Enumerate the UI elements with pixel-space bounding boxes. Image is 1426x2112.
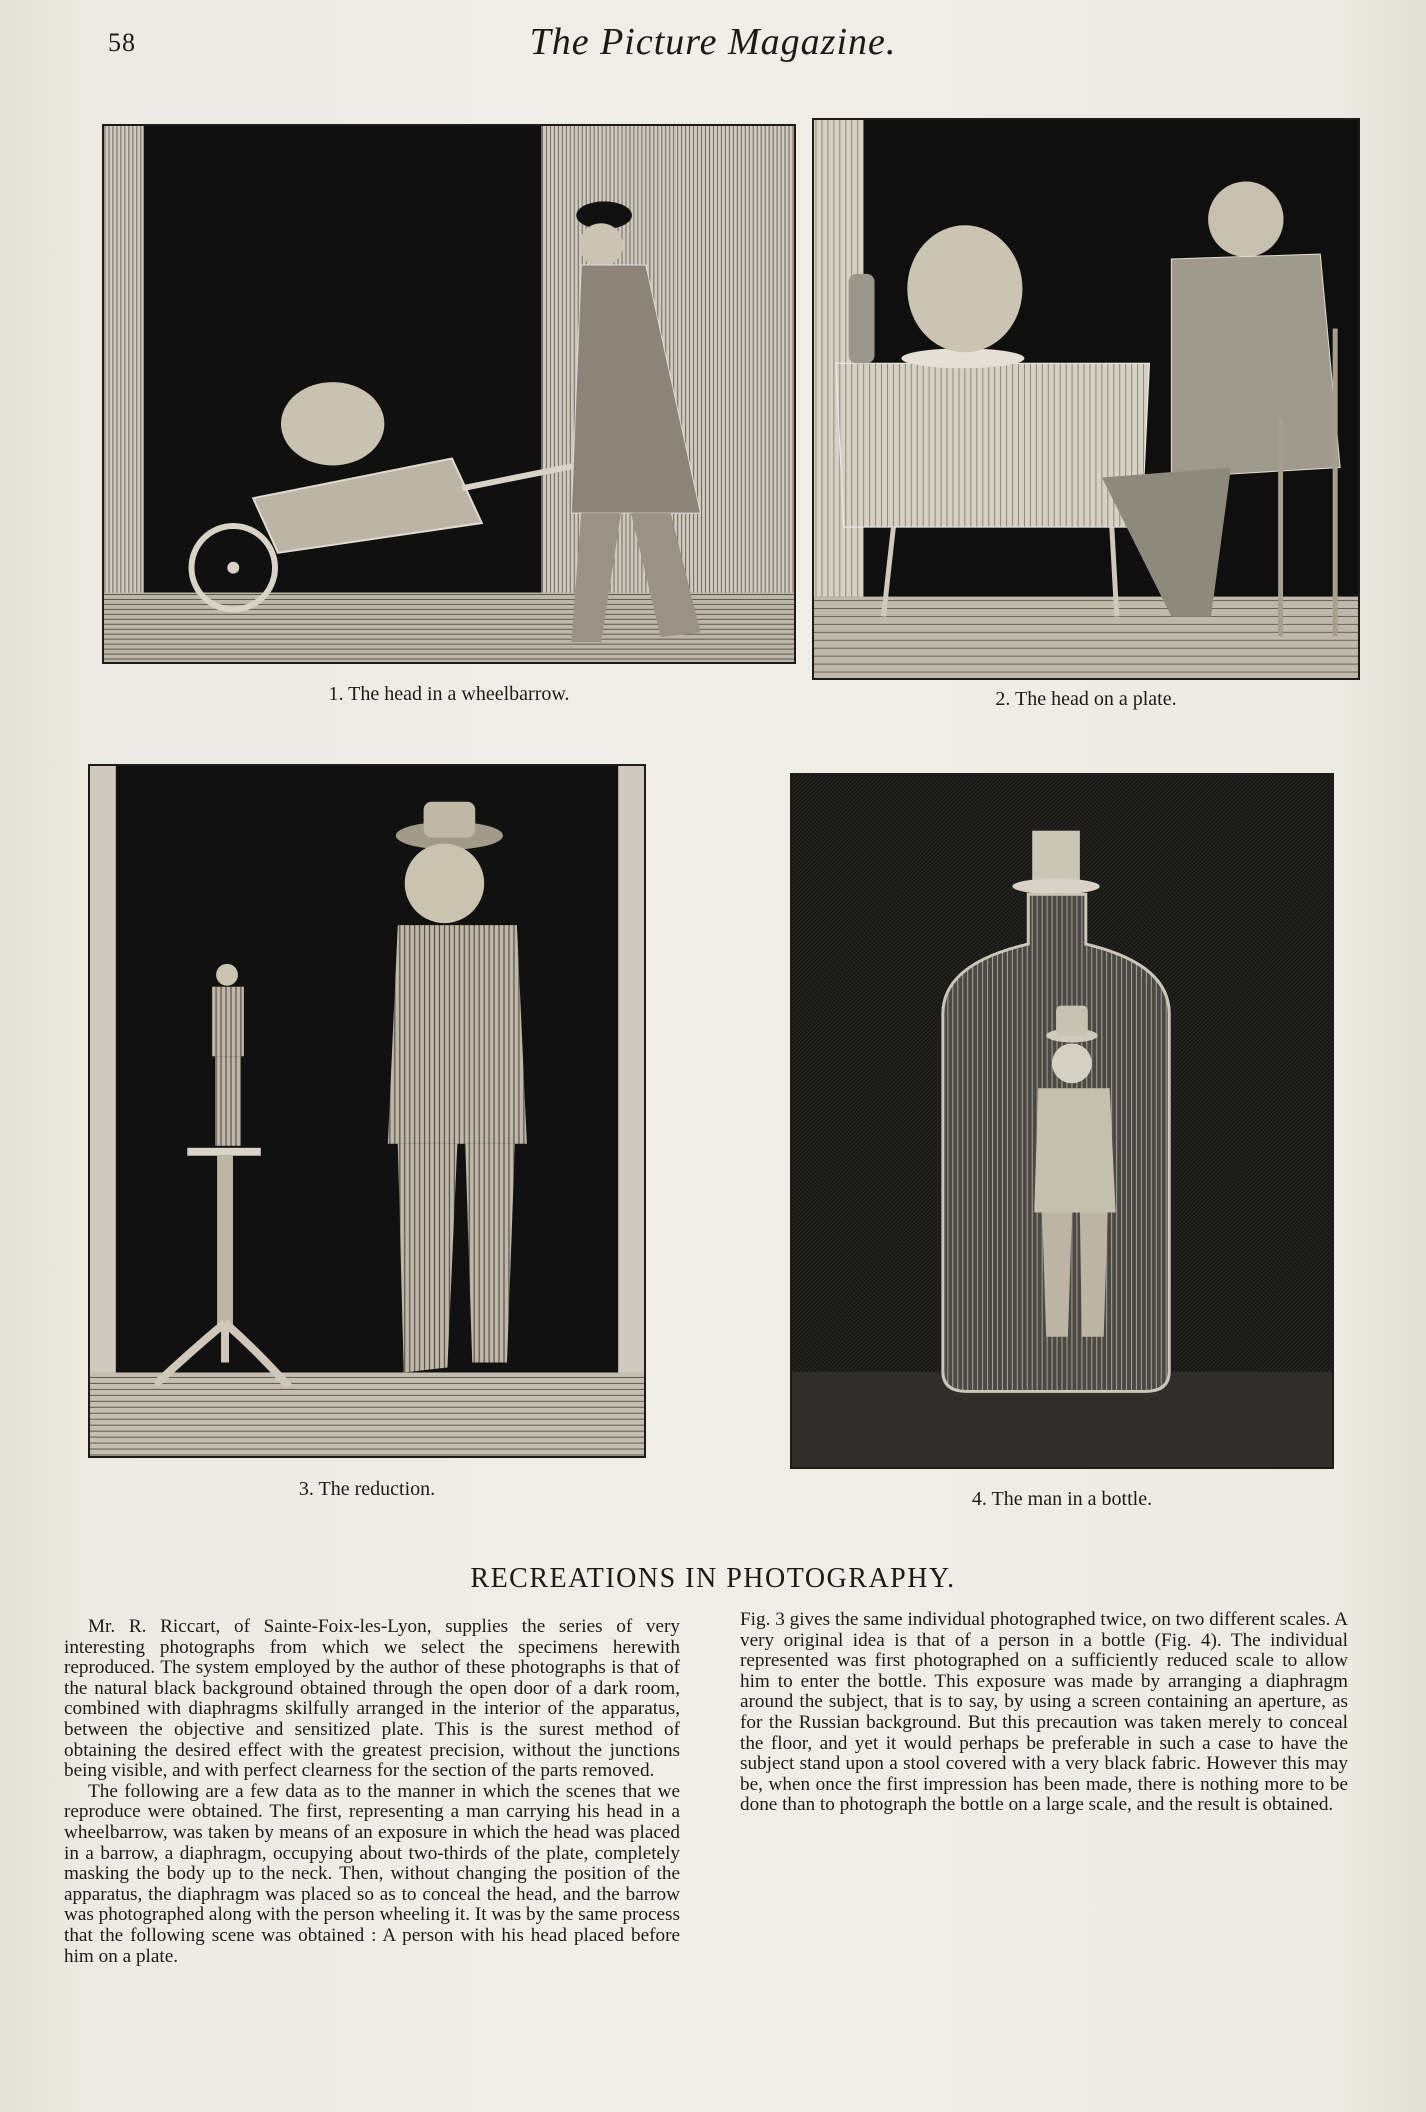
article-paragraph: Fig. 3 gives the same individual photographed twice, on two different scales. A very original idea is that of a person in a bottle (Fig. 4). The individual represented was first photographed on a sufficiently reduced scale to allow him to enter the bottle. This exposure was made by arranging a diaphragm around the subject, that is to say, by using a screen containing an aperture, as for the Russian background. But this precaution was taken merely to conceal the floor, and yet it would perhaps be preferable in such a case to have the subject stand upon a stool covered with a very black fabric. However this may be, when once the first impression has been made, there is nothing more to be done than to photograph the bottle on a large scale, and the result is obtained. [740, 1610, 1348, 1816]
figure-2-caption: 2. The head on a plate. [995, 688, 1177, 710]
page-number: 58 [108, 28, 136, 57]
figure-3-engraving [88, 764, 646, 1458]
figure-3-caption: 3. The reduction. [298, 1478, 436, 1500]
figure-1-caption: 1. The head in a wheelbarrow. [328, 683, 570, 705]
figure-4-caption: 4. The man in a bottle. [971, 1488, 1153, 1510]
article-column-left [64, 1617, 680, 1985]
article-title: RECREATIONS IN PHOTOGRAPHY. [470, 1563, 956, 1594]
article-paragraph: The following are a few data as to the manner in which the scenes that we reproduce were obtained. The first, representing a man carrying his head in a wheelbarrow, was taken by means of an exposure in which the head was placed in a barrow, a diaphragm, occupying about two-thirds of the plate, completely masking the body up to the neck. Then, without changing the position of the apparatus, the diaphragm was placed so as to conceal the head, and the barrow was photographed along with the person wheeling it. It was by the same process that the following scene was obtained : A person with his head placed before him on a plate. [64, 1780, 680, 1967]
magazine-title: The Picture Magazine. [529, 21, 897, 63]
figure-4-engraving [790, 773, 1334, 1469]
figure-1-engraving [102, 124, 796, 664]
figure-2-engraving [812, 118, 1360, 680]
article-column-right [740, 1610, 1348, 1990]
article-paragraph: Mr. R. Riccart, of Sainte-Foix-les-Lyon, supplies the series of very interesting photographs from which we select the specimens herewith reproduced. The system employed by the author of these photographs is that of the natural black background obtained through the open door of a dark room, combined with diaphragms skilfully arranged in the interior of the apparatus, between the objective and sensitized plate. This is the surest method of obtaining the desired effect with the greatest precision, without the junctions being visible, and with perfect clearness for the section of the parts removed. [64, 1617, 680, 1782]
